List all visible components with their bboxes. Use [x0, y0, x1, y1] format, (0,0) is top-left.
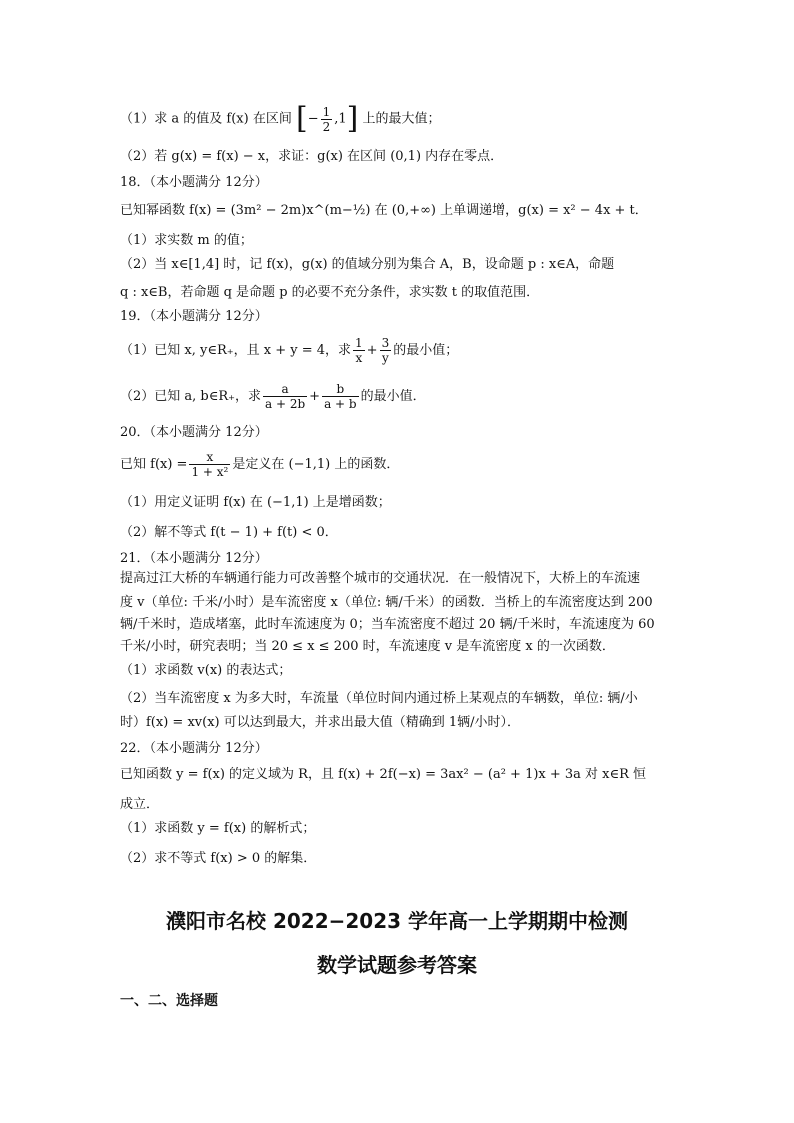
q21-header: 21．（本小题满分 12分） — [120, 551, 268, 566]
q22-part2: （2）求不等式 f(x) > 0 的解集． — [120, 851, 317, 866]
q20-stem: 已知 f(x) = $\frac{x}{\text{1 + x²}}$ 是定义在 (−1,1) 上的函数． — [120, 450, 400, 479]
q21-text-line3: 辆/千米时，造成堵塞，此时车流速度为 0；当车流密度不超过 20 辆/千米时，车流速度为 60 — [120, 617, 655, 632]
fraction: $\frac{3}{y}$ — [381, 336, 390, 365]
q19-part1: （1）已知 x, y∈R₊，且 x + y = 4，求 $\frac{1}{x}$ + $\frac{3}{y}$ 的最小值； — [120, 336, 459, 365]
q21-text-line4: 千米/小时，研究表明；当 20 ≤ x ≤ 200 时，车流速度 v 是车流密度 x 的一次函数． — [120, 639, 615, 654]
q21-part2-line1: （2）当车流密度 x 为多大时，车流量（单位时间内通过桥上某观点的车辆数，单位: 辆/小 — [120, 691, 638, 706]
q21-text-line1: 提高过江大桥的车辆通行能力可改善整个城市的交通状况．在一般情况下，大桥上的车流速 — [120, 571, 641, 586]
fraction: $\frac{1}{2}$ — [322, 104, 331, 134]
fraction: $\frac{a}{a + 2b}$ — [265, 382, 306, 411]
q21-part2-line2: 时）f(x) = xv(x) 可以达到最大，并求出最大值（精确到 1辆/小时）． — [120, 715, 521, 730]
q22-stem-line2: 成立． — [120, 797, 160, 812]
q20-header: 20．（本小题满分 12分） — [120, 425, 268, 440]
q21-part1: （1）求函数 v(x) 的表达式； — [120, 663, 292, 678]
answer-subtitle: 数学试题参考答案 — [317, 953, 477, 977]
q18-part2-line1: （2）当 x∈[1,4] 时，记 f(x)，g(x) 的值域分别为集合 A，B，设命题 p : x∈A，命题 — [120, 257, 615, 272]
q22-stem-line1: 已知函数 y = f(x) 的定义域为 R，且 f(x) + 2f(−x) = 3ax² − (a² + 1)x + 3a 对 x∈R 恒 — [120, 767, 647, 782]
section-heading: 一、二、选择题 — [120, 993, 218, 1009]
answer-title: 濮阳市名校 2022−2023 学年高一上学期期中检测 — [165, 909, 628, 933]
fraction: $\frac{b}{a + b}$ — [324, 382, 357, 411]
q19-header: 19．（本小题满分 12分） — [120, 309, 268, 324]
q19-part2: （2）已知 a, b∈R₊，求 $\frac{a}{a + 2b}$ + $\frac{b}{a + b}$ 的最小值． — [120, 382, 426, 411]
q18-header: 18．（本小题满分 12分） — [120, 175, 268, 190]
fraction: $\frac{x}{\text{1 + x²}}$ — [191, 450, 229, 479]
q18-stem: 已知幂函数 f(x) = (3m² − 2m)x^(m−½) 在 (0,+∞) 上单调递增，g(x) = x² − 4x + t． — [120, 203, 648, 218]
q22-part1: （1）求函数 y = f(x) 的解析式； — [120, 821, 316, 836]
q17-part2: （2）若 g(x) = f(x) − x，求证：g(x) 在区间 (0,1) 内存在零点． — [120, 149, 504, 164]
q18-part2-line2: q : x∈B，若命题 q 是命题 p 的必要不充分条件，求实数 t 的取值范围． — [120, 285, 540, 300]
q22-header: 22．（本小题满分 12分） — [120, 741, 268, 756]
q20-part1: （1）用定义证明 f(x) 在 (−1,1) 上是增函数； — [120, 495, 391, 510]
q18-part1: （1）求实数 m 的值； — [120, 233, 253, 248]
q21-text-line2: 度 v（单位: 千米/小时）是车流密度 x（单位: 辆/千米）的函数．当桥上的车流密度达到 200 — [120, 595, 653, 610]
q20-part2: （2）解不等式 f(t − 1) + f(t) < 0． — [120, 525, 338, 540]
q17-part1: （1）求 a 的值及 f(x) 在区间 [− $\frac{1}{2}$ ,1] 上的最大值； — [120, 101, 441, 136]
fraction: $\frac{1}{x}$ — [355, 336, 363, 365]
